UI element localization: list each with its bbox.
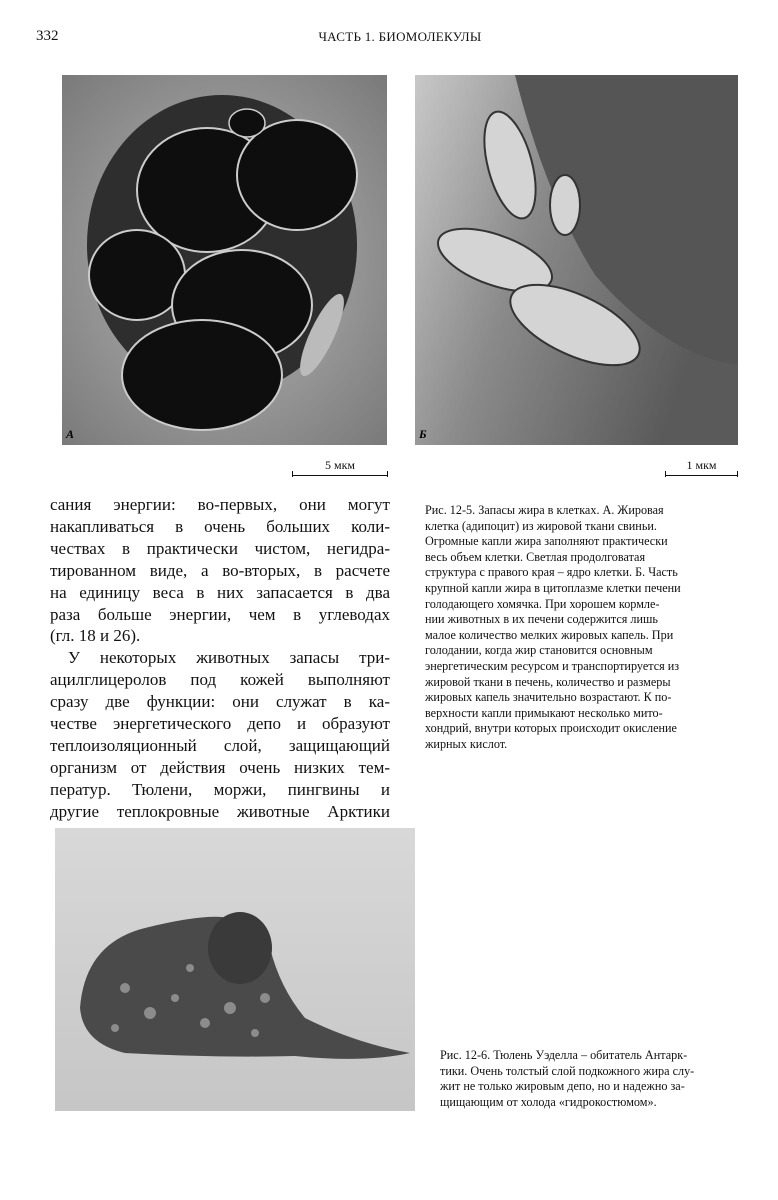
- caption-line: Рис. 12-5. Запасы жира в клетках. А. Жировая: [425, 503, 664, 517]
- micrograph-liver-cell: [415, 75, 738, 445]
- body-line: сразу две функции: они служат в ка-: [50, 692, 390, 712]
- caption-line: верхности капли примыкают несколько мито-: [425, 705, 663, 720]
- body-text: [50, 494, 390, 823]
- page-number: 332: [36, 28, 59, 44]
- body-line: чествах в практически чистом, негидра-: [50, 538, 390, 558]
- photo-weddell-seal: [55, 828, 415, 1111]
- body-line: накапливаться в очень больших коли-: [50, 516, 390, 536]
- caption-line: Огромные капли жира заполняют практически: [425, 534, 668, 549]
- body-line: другие теплокровные животные Арктики: [50, 801, 390, 821]
- caption-line: хондрий, внутри которых происходит окисление: [425, 721, 677, 736]
- caption-line: щищающим от холода «гидрокостюмом».: [440, 1094, 657, 1109]
- scale-bar-b: [665, 458, 738, 476]
- body-line: на единицу веса в них запасается в два: [50, 582, 390, 602]
- body-line: теплоизоляционный слой, защищающий: [50, 735, 390, 755]
- body-line: раза больше энергии, чем в углеводах: [50, 604, 390, 624]
- caption-line: жировой ткани в печень, количество и размеры: [425, 674, 671, 689]
- body-line: тированном виде, а во-вторых, в расчете: [50, 560, 390, 580]
- panel-label-b: Б: [419, 427, 427, 441]
- body-line: ператур. Тюлени, моржи, пингвины и: [50, 779, 390, 799]
- body-line: (гл. 18 и 26).: [50, 626, 141, 646]
- running-head: ЧАСТЬ 1. БИОМОЛЕКУЛЫ: [318, 29, 482, 44]
- micrograph-adipocyte: [62, 75, 387, 445]
- caption-line: структура с правого края – ядро клетки. Б. Часть: [425, 565, 678, 580]
- figure-12-6-caption: [440, 1048, 694, 1110]
- scale-bar-a: [292, 458, 388, 476]
- caption-line: голодающего хомячка. При хорошем кормле-: [425, 596, 660, 611]
- body-line: организм от действия очень низких тем-: [50, 757, 390, 777]
- caption-line: весь объем клетки. Светлая продолговатая: [425, 549, 646, 564]
- body-line: У некоторых животных запасы три-: [68, 648, 390, 668]
- panel-label-a: А: [66, 427, 75, 441]
- body-line: ацилглицеролов под кожей выполняют: [50, 670, 390, 690]
- caption-line: клетка (адипоцит) из жировой ткани свиньи.: [425, 518, 657, 533]
- caption-line: голодании, когда жир становится основным: [425, 643, 653, 658]
- caption-line: нии животных в их печени содержится лишь: [425, 612, 658, 627]
- scale-bar-b-label: 1 мкм: [686, 458, 717, 472]
- body-line: честве энергетического депо и образуют: [50, 714, 390, 734]
- caption-line: тики. Очень толстый слой подкожного жира слу-: [440, 1063, 695, 1078]
- caption-line: жировых капель значительно возрастают. К по-: [425, 690, 672, 705]
- scale-bar-a-label: 5 мкм: [324, 458, 356, 472]
- caption-line: Рис. 12-6. Тюлень Уэделла – обитатель Антарк-: [440, 1048, 688, 1062]
- caption-line: крупной капли жира в цитоплазме клетки печени: [425, 580, 681, 595]
- figure-12-5-caption: [425, 503, 681, 753]
- caption-line: жирных кислот.: [425, 736, 508, 751]
- caption-line: энергетическим ресурсом и транспортируется из: [425, 658, 680, 673]
- caption-line: малое количество мелких жировых капель. При: [425, 627, 674, 642]
- body-line: сания энергии: во-первых, они могут: [50, 495, 390, 514]
- caption-line: жит не только жировым депо, но и надежно за-: [440, 1079, 685, 1094]
